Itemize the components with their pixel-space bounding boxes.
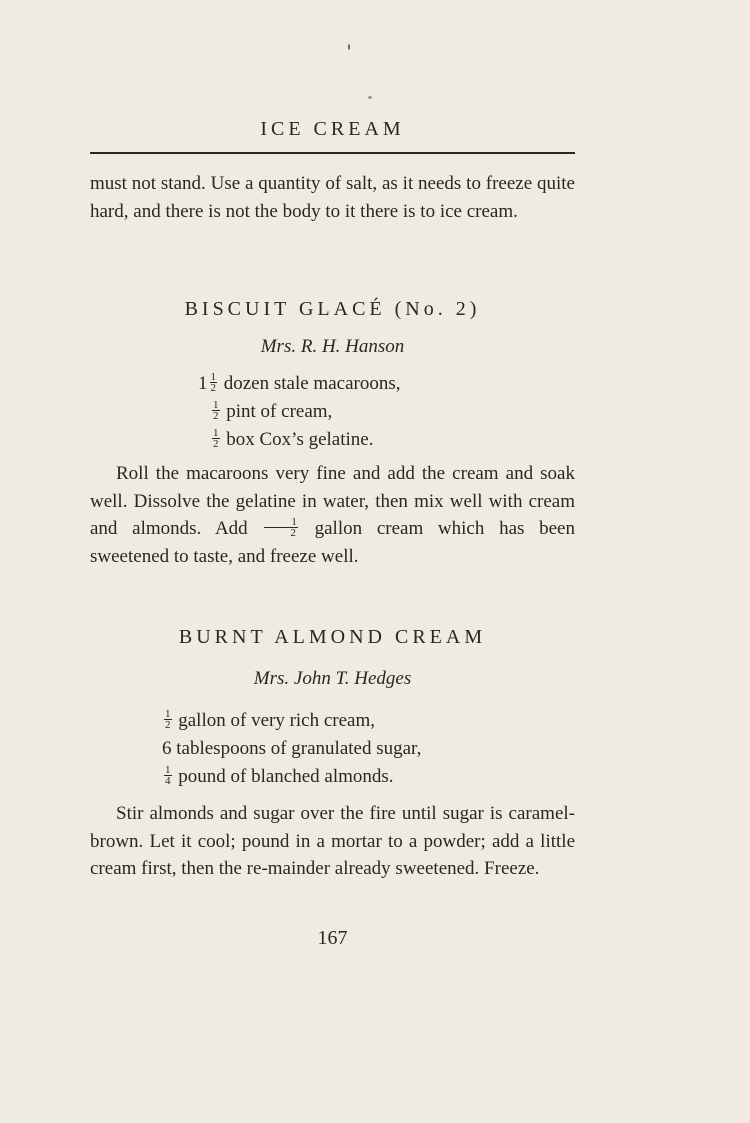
running-head: ICE CREAM: [260, 118, 405, 140]
ingredient-text: tablespoons of granulated sugar,: [176, 738, 422, 759]
ingredient-line: [162, 735, 421, 763]
ingredient-fraction: [210, 372, 218, 393]
fraction-numerator: 1: [210, 371, 216, 383]
ink-speck: [348, 44, 350, 50]
method-paragraph: [90, 460, 575, 570]
ingredient-fraction: [212, 400, 220, 421]
ingredient-text: dozen stale macaroons,: [223, 373, 401, 394]
intro-paragraph: must not stand. Use a quantity of salt, as it needs to freeze quite hard, and there is not the body to it there is to ice cream.: [90, 173, 575, 222]
ingredient-text: box Cox’s gelatine.: [226, 429, 374, 450]
header-rule: [90, 152, 575, 154]
ingredient-line: [162, 707, 375, 735]
ingredient-fraction: [212, 428, 220, 449]
fraction-denominator: 2: [210, 382, 216, 394]
recipe-attribution: Mrs. R. H. Hanson: [260, 336, 405, 357]
ink-speck: [368, 96, 372, 99]
method-fraction: [264, 517, 298, 538]
fraction-numerator: 1: [165, 708, 171, 720]
ingredient-line: [210, 398, 332, 426]
fraction-denominator: 4: [165, 775, 171, 787]
method-text: gallon cream which has been sweetened to taste, and freeze well.: [90, 518, 575, 567]
ingredient-line: [210, 426, 373, 454]
fraction-numerator: 1: [213, 427, 219, 439]
ingredient-line: [198, 370, 400, 398]
ingredient-line: [162, 763, 394, 791]
fraction-numerator: 1: [264, 517, 298, 528]
page-number: 167: [317, 927, 348, 949]
ingredient-whole: 6: [162, 738, 172, 759]
ingredient-fraction: [164, 709, 172, 730]
method-paragraph: Stir almonds and sugar over the fire until sugar is caramel-brown. Let it cool; pound in a mortar to a powder; add a little cream first, then the re-mainder already sweetened. Freeze.: [90, 803, 575, 879]
ingredient-whole: 1: [198, 373, 208, 394]
recipe-title: BISCUIT GLACÉ (No. 2): [184, 298, 481, 320]
ingredient-text: gallon of very rich cream,: [178, 710, 376, 731]
method-text: Roll the macaroons very fine and add the cream and soak well. Dissolve the gelatine in water, then mix well with cream and almonds. Add: [90, 463, 575, 539]
ingredient-fraction: [164, 765, 172, 786]
fraction-denominator: 2: [213, 438, 219, 450]
fraction-denominator: 2: [165, 719, 171, 731]
fraction-denominator: 2: [290, 527, 296, 539]
fraction-numerator: 1: [213, 399, 219, 411]
recipe-attribution: Mrs. John T. Hedges: [253, 668, 412, 689]
ingredient-text: pound of blanched almonds.: [178, 766, 394, 787]
recipe-title: BURNT ALMOND CREAM: [178, 626, 487, 648]
ingredient-text: pint of cream,: [226, 401, 333, 422]
fraction-numerator: 1: [165, 764, 171, 776]
fraction-denominator: 2: [213, 410, 219, 422]
